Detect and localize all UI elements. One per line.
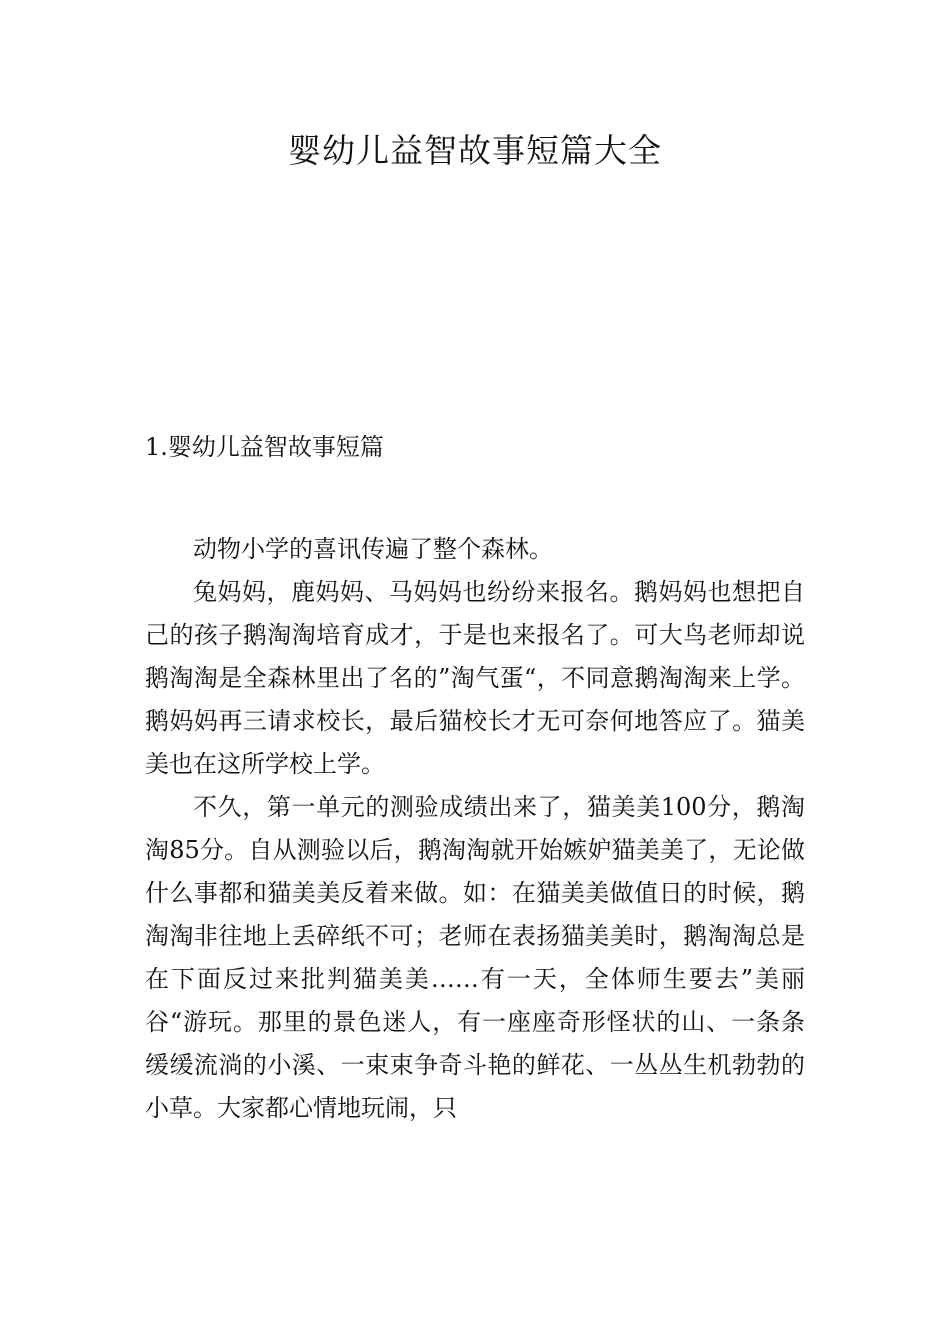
- story-body: [145, 528, 805, 1130]
- paragraph: 不久，第一单元的测验成绩出来了，猫美美100分，鹅淘淘85分。自从测验以后，鹅淘淘就开始嫉妒猫美美了，无论做什么事都和猫美美反着来做。如：在猫美美做值日的时候，鹅淘淘非往地上丢碎纸不可；老师在表扬猫美美时，鹅淘淘总是在下面反过来批判猫美美……有一天，全体师生要去”美丽谷“游玩。那里的景色迷人，有一座座奇形怪状的山、一条条缓缓流淌的小溪、一束束争奇斗艳的鲜花、一丛丛生机勃勃的小草。大家都心情地玩闹，只: [145, 793, 805, 1122]
- paragraph: 兔妈妈，鹿妈妈、马妈妈也纷纷来报名。鹅妈妈也想把自己的孩子鹅淘淘培育成才，于是也来报名了。可大鸟老师却说鹅淘淘是全森林里出了名的”淘气蛋“，不同意鹅淘淘来上学。鹅妈妈再三请求校长，最后猫校长才无可奈何地答应了。猫美美也在这所学校上学。: [145, 578, 805, 778]
- document-title: 婴幼儿益智故事短篇大全: [288, 131, 662, 170]
- paragraph: 动物小学的喜讯传遍了整个森林。: [193, 535, 553, 563]
- section-heading: 1.婴幼儿益智故事短篇: [145, 433, 384, 461]
